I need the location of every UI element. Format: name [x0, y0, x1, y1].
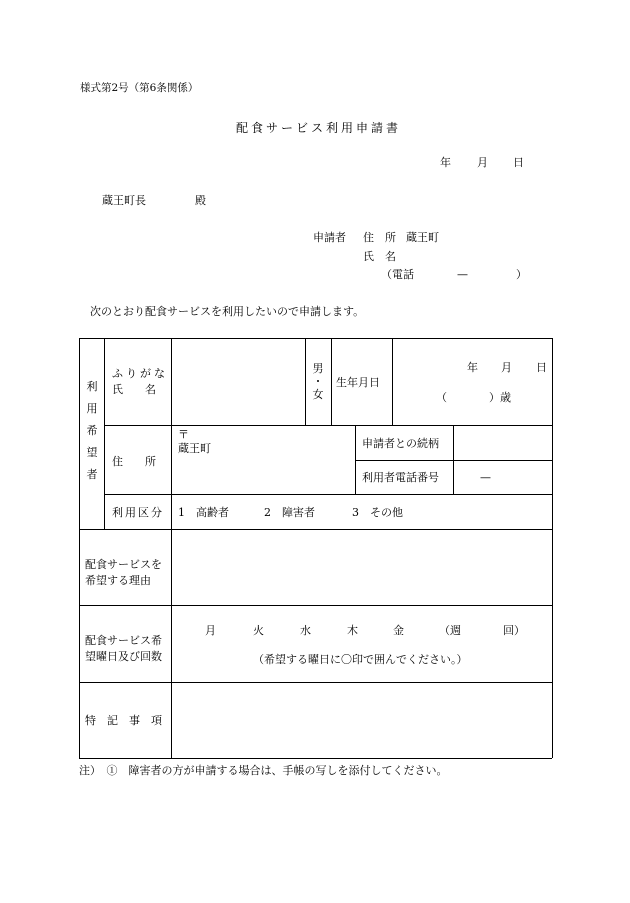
date-month-label: 月 [477, 156, 488, 169]
category-elderly: 1 高齢者 [178, 506, 229, 519]
birth-year-label: 年 [467, 361, 478, 374]
day-friday: 金 [393, 624, 404, 637]
day-wednesday: 水 [300, 624, 311, 637]
furigana-label: ふりがな [112, 367, 168, 380]
date-day-label: 日 [513, 156, 524, 169]
birth-date-label: 生年月日 [336, 376, 380, 389]
per-week-close: 回） [503, 624, 525, 637]
category-other: 3 その他 [352, 506, 403, 519]
footnote: 注） ① 障害者の方が申請する場合は、手帳の写しを添付してください。 [79, 764, 448, 777]
age-close: ）歳 [489, 391, 511, 404]
applicant-phone-close: ） [516, 268, 527, 281]
applicant-phone-open: （電話 [381, 268, 414, 281]
user-group-label: 利 用 希 望 者 [86, 380, 98, 481]
sex-label: 男 ・ 女 [312, 362, 324, 401]
document-title: 配食サービス利用申請書 [236, 121, 402, 135]
days-note: （希望する曜日に〇印で囲んでください。） [253, 653, 468, 666]
day-thursday: 木 [347, 624, 358, 637]
user-phone-label: 利用者電話番号 [362, 471, 439, 484]
relation-label: 申請者との続柄 [362, 437, 439, 450]
birth-month-label: 月 [501, 361, 512, 374]
per-week-open: （週 [439, 624, 461, 637]
applicant-phone-dash: — [457, 268, 468, 281]
category-disabled: 2 障害者 [264, 506, 315, 519]
applicant-label: 申請者 [313, 231, 346, 244]
birth-day-label: 日 [536, 361, 547, 374]
applicant-address-label: 住 所 [363, 231, 396, 244]
date-year-label: 年 [440, 156, 451, 169]
applicant-address-value: 蔵王町 [406, 231, 439, 244]
applicant-name-label: 氏 名 [363, 250, 396, 263]
intro-text: 次のとおり配食サービスを利用したいので申請します。 [90, 305, 365, 318]
honorific: 殿 [195, 194, 206, 207]
day-monday: 月 [205, 624, 216, 637]
name-label: 氏 名 [112, 383, 156, 396]
remarks-label: 特 記 事 項 [85, 714, 162, 727]
user-phone-dash: — [480, 471, 491, 484]
reason-label: 配食サービスを 希望する理由 [85, 558, 162, 587]
day-tuesday: 火 [253, 624, 264, 637]
category-label: 利用区分 [112, 506, 164, 519]
address-label: 住 所 [112, 455, 156, 468]
address-value: 蔵王町 [178, 442, 211, 455]
addressee: 蔵王町長 [102, 194, 146, 207]
form-number: 様式第2号（第6条関係） [80, 82, 199, 94]
days-label: 配食サービス希 望曜日及び回数 [85, 634, 162, 663]
age-open: （ [436, 391, 447, 404]
postal-mark: 〒 [178, 428, 189, 441]
